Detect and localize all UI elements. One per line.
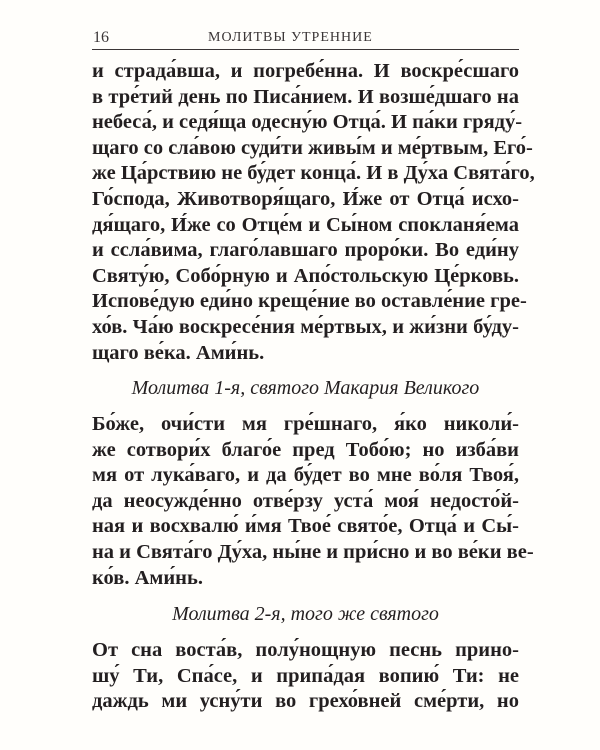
prayer-2-heading: Молитва 2-я, того же святого bbox=[172, 603, 439, 625]
text-line: на и Свята́го Ду́ха, ны́не и при́сно и во ве́ки ве- bbox=[92, 540, 534, 563]
text-line: и ссла́вима, глаго́лавшаго проро́ки. Во еди́ну bbox=[92, 239, 519, 262]
page-number: 16 bbox=[93, 29, 109, 46]
text-line: Го́спода, Животворя́щаго, И́же от Отца́ исхо- bbox=[92, 187, 519, 210]
text-line: же Ца́рствию не бу́дет конца́. И в Ду́ха Свята́го, bbox=[92, 162, 535, 185]
text-line: щаго ве́ка. Ами́нь. bbox=[92, 341, 265, 364]
text-line: Бо́же, очи́сти мя гре́шнаго, я́ко николи́- bbox=[92, 413, 519, 435]
text-line: ко́в. Ами́нь. bbox=[92, 566, 203, 589]
text-line: небеса́, и седя́ща одесну́ю Отца́. И па́ки гряду́- bbox=[92, 111, 523, 134]
text-line: мя от лука́ваго, и да бу́дет во мне во́ля Твоя́, bbox=[92, 464, 519, 487]
text-line: в тре́тий день по Писа́нием. И возше́дшаго на bbox=[92, 85, 519, 108]
creed-continuation-paragraph bbox=[92, 59, 535, 366]
prayer-1-heading: Молитва 1-я, святого Макария Великого bbox=[131, 377, 480, 399]
text-line: да неосужде́нно отве́рзу уста́ моя́ недосто́й- bbox=[92, 489, 519, 512]
prayer-1-paragraph bbox=[92, 412, 534, 591]
text-line: шу́ Ти, Спа́се, и припа́дая вопию́ Ти: не bbox=[92, 664, 519, 687]
text-line: щаго со сла́вою суди́ти живы́м и ме́ртвым, Его́- bbox=[92, 136, 533, 159]
section-title: МОЛИТВЫ УТРЕННИЕ bbox=[208, 30, 373, 45]
text-line: ная и восхвалю́ и́мя Твое́ свято́е, Отца́ и Сы́- bbox=[92, 515, 519, 538]
text-line: От сна воста́в, полу́нощную песнь прино- bbox=[92, 639, 519, 661]
text-line: же сотвори́х благо́е пред Тобо́ю; но изба́ви bbox=[92, 438, 519, 461]
text-line: и страда́вша, и погребе́нна. И воскре́сшаго bbox=[92, 60, 519, 82]
text-line: Святу́ю, Собо́рную и Апо́стольскую Це́рковь. bbox=[92, 264, 519, 287]
text-line: даждь ми усну́ти во грехо́вней сме́рти, но bbox=[92, 690, 519, 713]
text-line: хо́в. Ча́ю воскресе́ния ме́ртвых, и жи́зни бу́ду- bbox=[92, 315, 519, 338]
text-line: Испове́дую еди́но креще́ние во оставле́ние гре- bbox=[92, 290, 527, 313]
prayer-2-paragraph bbox=[92, 638, 519, 715]
running-head bbox=[92, 29, 519, 50]
text-line: дя́щаго, И́же со Отце́м и Сы́ном спокланя́ема bbox=[92, 213, 519, 236]
